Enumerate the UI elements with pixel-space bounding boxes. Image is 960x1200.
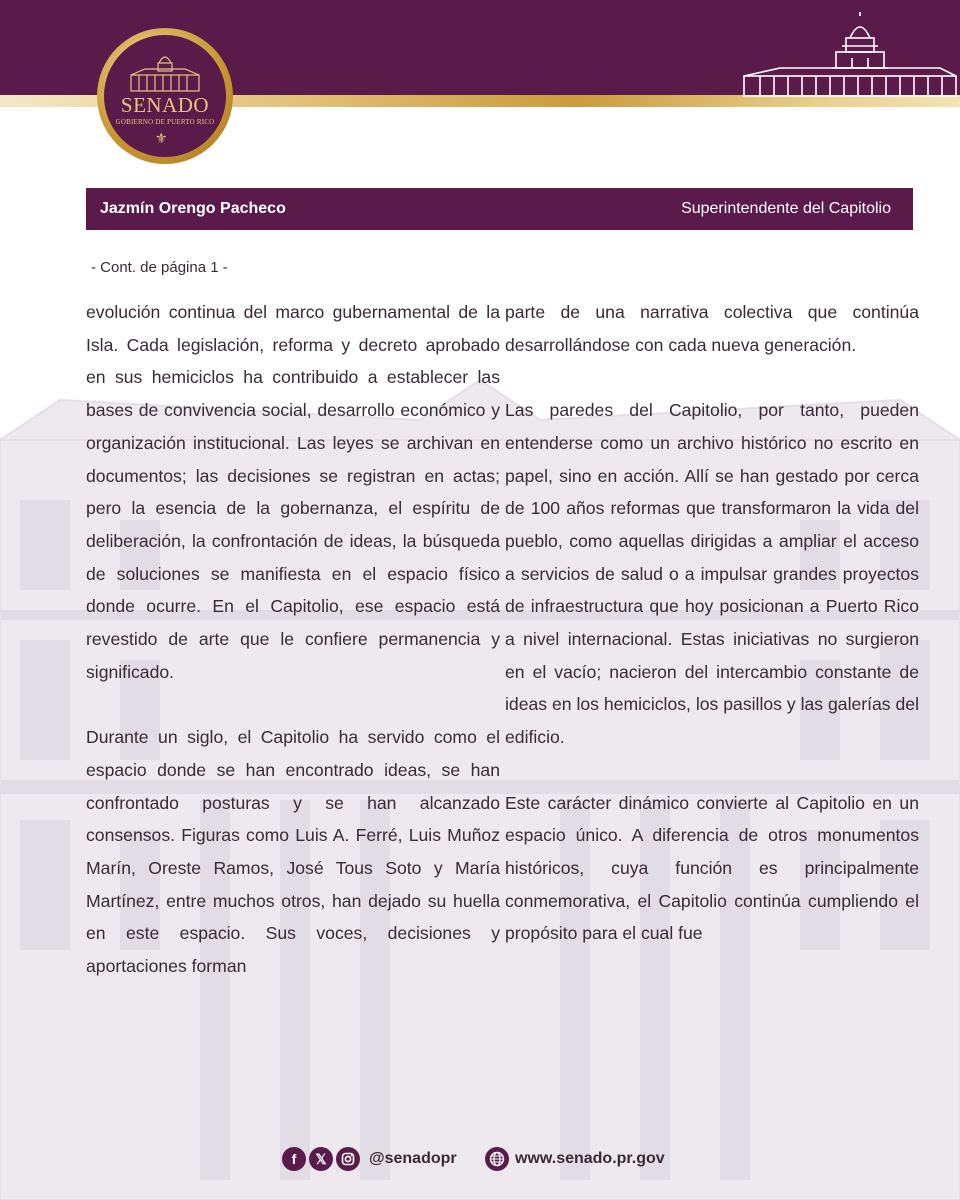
seal-subtitle: GOBIERNO DE PUERTO RICO <box>115 118 215 126</box>
author-role: Superintendente del Capitolio <box>681 200 891 217</box>
senado-seal <box>97 28 233 164</box>
paragraph: evolución continua del marco gubernamental de la Isla. Cada legislación, reforma y decreto aprobado en sus hemiciclos ha contribuido a establecer las bases de convivencia social, desarrollo económico y organización institucional. Las leyes se archivan en documentos; las decisiones se registran en actas; pero la esencia de la gobernanza, el espíritu de deliberación, la confrontación de ideas, la búsqueda de soluciones se manifiesta en el espacio físico donde ocurre. En el Capitolio, ese espacio está revestido de arte que le confiere permanencia y significado. <box>86 302 500 682</box>
globe-icon <box>485 1147 509 1171</box>
website-link[interactable]: www.senado.pr.gov <box>515 1150 665 1167</box>
paragraph: parte de una narrativa colectiva que continúa desarrollándose con cada nueva generación. <box>505 302 919 355</box>
author-bar <box>86 188 913 230</box>
fleur-icon: ⚜ <box>155 130 168 146</box>
instagram-icon[interactable] <box>336 1147 360 1171</box>
paragraph: Durante un siglo, el Capitolio ha servido como el espacio donde se han encontrado ideas, se han confrontado posturas y se han alcanzado consensos. Figuras como Luis A. Ferré, Luis Muñoz Marín, Oreste Ramos, José Tous Soto y María Martínez, entre muchos otros, han dejado su huella en este espacio. Sus voces, decisiones y aportaciones forman <box>86 727 500 977</box>
paragraph: Este carácter dinámico convierte al Capitolio en un espacio único. A diferencia de otros monumentos históricos, cuya función es principalmente conmemorativa, el Capitolio continúa cumpliendo el propósito para el cual fue <box>505 792 919 944</box>
seal-capitol-icon <box>125 49 205 93</box>
facebook-icon[interactable]: f <box>282 1147 306 1171</box>
seal-title: SENADO <box>120 93 210 117</box>
right-column <box>505 296 919 950</box>
x-icon[interactable]: 𝕏 <box>309 1147 333 1171</box>
left-column <box>86 296 500 983</box>
author-name: Jazmín Orengo Pacheco <box>100 200 286 217</box>
capitol-building-icon <box>740 10 960 98</box>
paragraph: Las paredes del Capitolio, por tanto, pueden entenderse como un archivo histórico no escrito en papel, sino en acción. Allí se han gestado por cerca de 100 años reformas que transformaron la vida del pueblo, como aquellas dirigidas a ampliar el acceso a servicios de salud o a impulsar grandes proyectos de infraestructura que hoy posicionan a Puerto Rico a nivel internacional. Estas iniciativas no surgieron en el vacío; nacieron del intercambio constante de ideas en los hemiciclos, los pasillos y las galerías del edificio. <box>505 400 919 748</box>
social-handle[interactable]: @senadopr <box>369 1150 457 1167</box>
continuation-note: - Cont. de página 1 - <box>91 259 228 276</box>
